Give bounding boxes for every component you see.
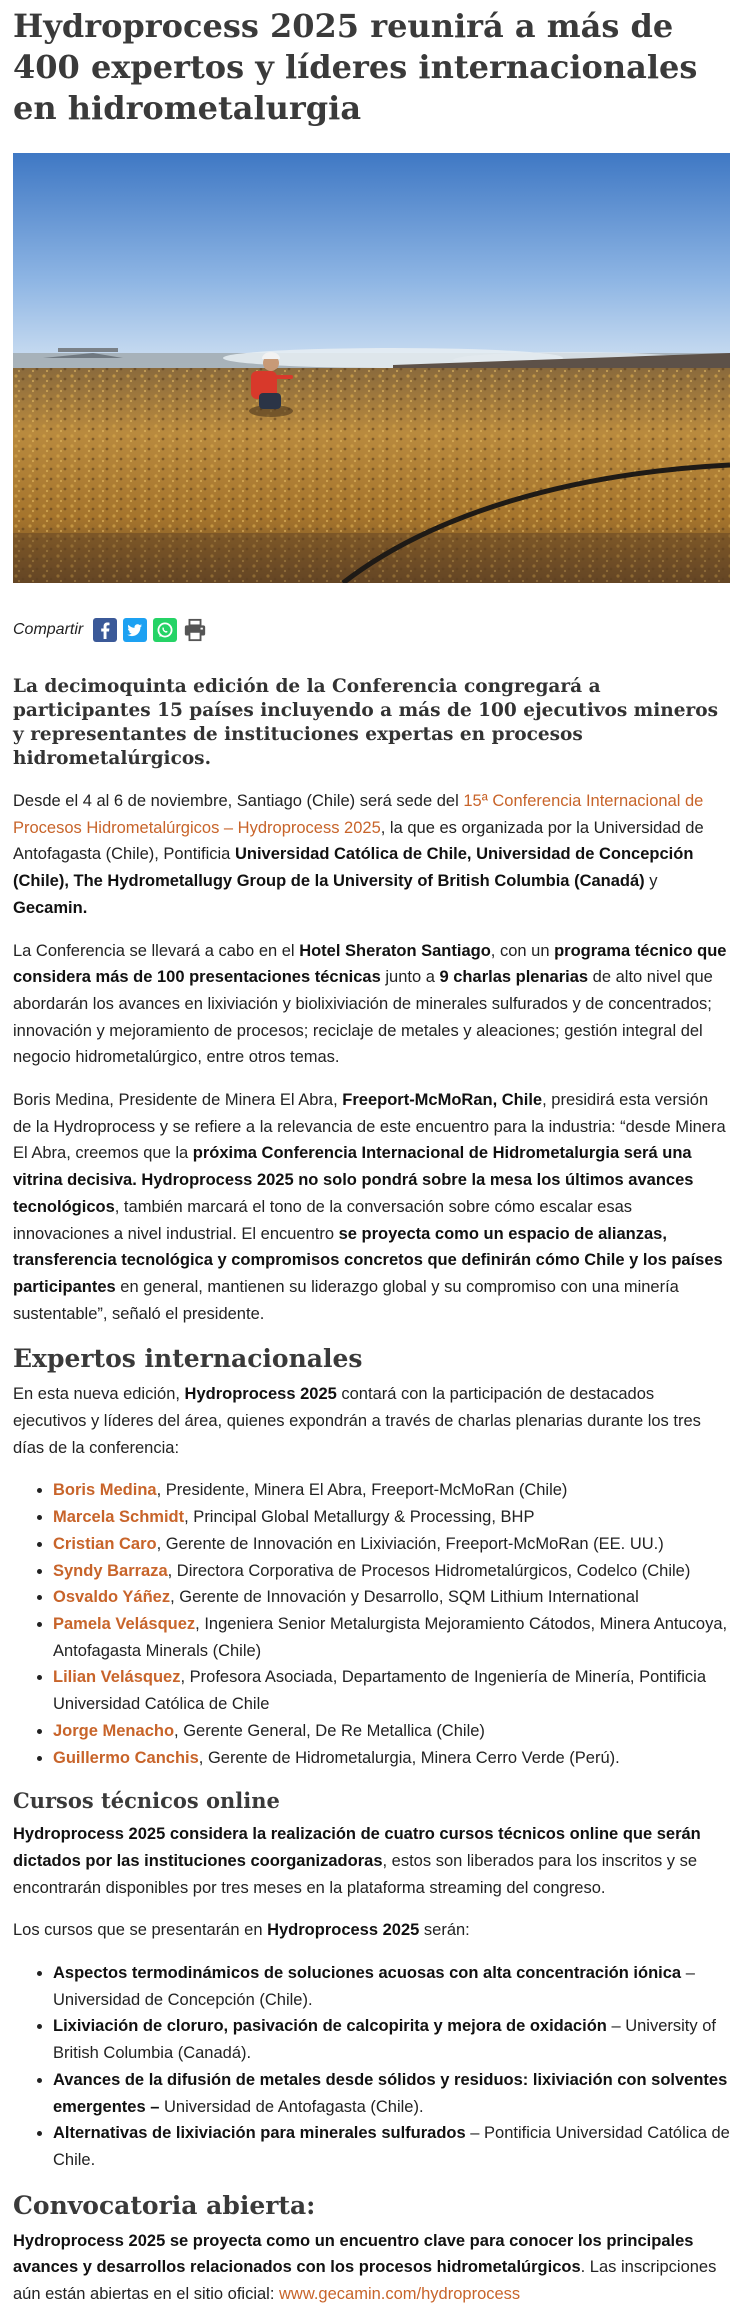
print-icon[interactable] <box>183 618 207 642</box>
experts-intro: En esta nueva edición, Hydroprocess 2025 contará con la participación de destacados ejecutivos y líderes del área, quienes expondrán a través de charlas plenarias durante los tres días de la conferencia: <box>13 1385 701 1457</box>
list-item: • Syndy Barraza, Directora Corporativa de Procesos Hidrometalúrgicos, Codelco (Chile) <box>53 1558 730 1585</box>
facebook-icon[interactable] <box>93 618 117 642</box>
share-bar <box>13 615 730 645</box>
whatsapp-icon[interactable] <box>153 618 177 642</box>
registration-link[interactable]: www.gecamin.com/hydroprocess <box>279 2285 521 2304</box>
expert-name-link[interactable]: Lilian Velásquez <box>53 1668 181 1687</box>
call-paragraph: Hydroprocess 2025 se proyecta como un encuentro clave para conocer los principales avances y desarrollos relacionados con los procesos hidrometalúrgicos. Las inscripciones aún están abiertas en el sitio oficial: www.gecamin.com/hydroprocess <box>13 2231 717 2304</box>
expert-name-link[interactable]: Cristian Caro <box>53 1534 157 1553</box>
experts-heading: Expertos internacionales <box>13 1344 363 1374</box>
expert-name-link[interactable]: Marcela Schmidt <box>53 1508 185 1527</box>
courses-list <box>13 1960 730 2174</box>
courses-intro: Hydroprocess 2025 considera la realización de cuatro cursos técnicos online que serán dictados por las instituciones coorganizadoras, estos son liberados para los inscritos y se encontrarán disponibles por tres meses en la plataforma streaming del congreso. <box>13 1825 701 1897</box>
expert-name-link[interactable]: Jorge Menacho <box>53 1721 175 1740</box>
list-item: • Jorge Menacho, Gerente General, De Re Metallica (Chile) <box>53 1718 730 1745</box>
paragraph-intro: Desde el 4 al 6 de noviembre, Santiago (Chile) será sede del 15ª Conferencia Internacional de Procesos Hidrometalúrgicos – Hydroprocess 2025, la que es organizada por la Universidad de Antofagasta (Chile), Pontificia Universidad Católica de Chile, Universidad de Concepción (Chile), The Hydrometallugy Group de la University of British Columbia (Canadá) y Gecamin. <box>13 792 704 917</box>
list-item: • Cristian Caro, Gerente de Innovación en Lixiviación, Freeport-McMoRan (EE. UU.) <box>53 1531 730 1558</box>
list-item: • Guillermo Canchis, Gerente de Hidrometalurgia, Minera Cerro Verde (Perú). <box>53 1745 730 1772</box>
list-item: • Pamela Velásquez, Ingeniera Senior Metalurgista Mejoramiento Cátodos, Minera Antucoya, Antofagasta Minerals (Chile) <box>53 1611 730 1664</box>
experts-list <box>13 1477 730 1771</box>
paragraph-quote: Boris Medina, Presidente de Minera El Abra, Freeport-McMoRan, Chile, presidirá esta versión de la Hydroprocess y se refiere a la relevancia de este encuentro para la industria: “desde Minera El Abra, creemos que la próxima Conferencia Internacional de Hidrometalurgia será una vitrina decisiva. Hydroprocess 2025 no solo pondrá sobre la mesa los últimos avances tecnológicos, también marcará el tono de la conversación sobre cómo escalar esas innovaciones a nivel industrial. El encuentro se proyecta como un espacio de alianzas, transferencia tecnológica y compromisos concretos que definirán cómo Chile y los países participantes en general, mantienen su liderazgo global y su compromiso con una minería sustentable”, señaló el presidente. <box>13 1091 726 1323</box>
article <box>0 6 743 2308</box>
hero-image <box>13 153 730 583</box>
twitter-icon[interactable] <box>123 618 147 642</box>
conference-link[interactable]: 15ª Conferencia Internacional de Procesos Hidrometalúrgicos – Hydroprocess 2025 <box>13 792 704 837</box>
list-item: • Avances de la difusión de metales desde sólidos y residuos: lixiviación con solventes emergentes – Universidad de Antofagasta (Chile). <box>53 2067 730 2120</box>
list-item: • Marcela Schmidt, Principal Global Metallurgy & Processing, BHP <box>53 1504 730 1531</box>
paragraph-venue: La Conferencia se llevará a cabo en el Hotel Sheraton Santiago, con un programa técnico que considera más de 100 presentaciones técnicas junto a 9 charlas plenarias de alto nivel que abordarán los avances en lixiviación y biolixiviación de minerales sulfurados y de concentrados; innovación y mejoramiento de procesos; reciclaje de metales y aleaciones; gestión integral del negocio hidrometalúrgico, entre otros temas. <box>13 941 727 1067</box>
expert-name-link[interactable]: Osvaldo Yáñez <box>53 1588 171 1607</box>
expert-name-link[interactable]: Boris Medina <box>53 1481 157 1500</box>
list-item: • Lilian Velásquez, Profesora Asociada, Departamento de Ingeniería de Minería, Pontificia Universidad Católica de Chile <box>53 1664 730 1717</box>
expert-name-link[interactable]: Guillermo Canchis <box>53 1748 199 1767</box>
list-item: • Boris Medina, Presidente, Minera El Abra, Freeport-McMoRan (Chile) <box>53 1477 730 1504</box>
article-lead: La decimoquinta edición de la Conferencia congregará a participantes 15 países incluyendo a más de 100 ejecutivos mineros y representantes de instituciones expertas en procesos hidrometalúrgicos. <box>13 676 719 769</box>
expert-name-link[interactable]: Syndy Barraza <box>53 1561 168 1580</box>
courses-list-intro: Los cursos que se presentarán en Hydroprocess 2025 serán: <box>13 1921 470 1940</box>
list-item: • Osvaldo Yáñez, Gerente de Innovación y Desarrollo, SQM Lithium International <box>53 1584 730 1611</box>
list-item: • Lixiviación de cloruro, pasivación de calcopirita y mejora de oxidación – University of British Columbia (Canadá). <box>53 2013 730 2066</box>
list-item: • Aspectos termodinámicos de soluciones acuosas con alta concentración iónica – Universidad de Concepción (Chile). <box>53 1960 730 2013</box>
courses-heading: Cursos técnicos online <box>13 1788 280 1814</box>
article-title: Hydroprocess 2025 reunirá a más de 400 expertos y líderes internacionales en hidrometalurgia <box>13 7 698 127</box>
share-label: Compartir <box>13 621 84 638</box>
expert-name-link[interactable]: Pamela Velásquez <box>53 1614 196 1633</box>
call-heading: Convocatoria abierta: <box>13 2190 316 2220</box>
list-item: • Alternativas de lixiviación para minerales sulfurados – Pontificia Universidad Católica de Chile. <box>53 2120 730 2173</box>
